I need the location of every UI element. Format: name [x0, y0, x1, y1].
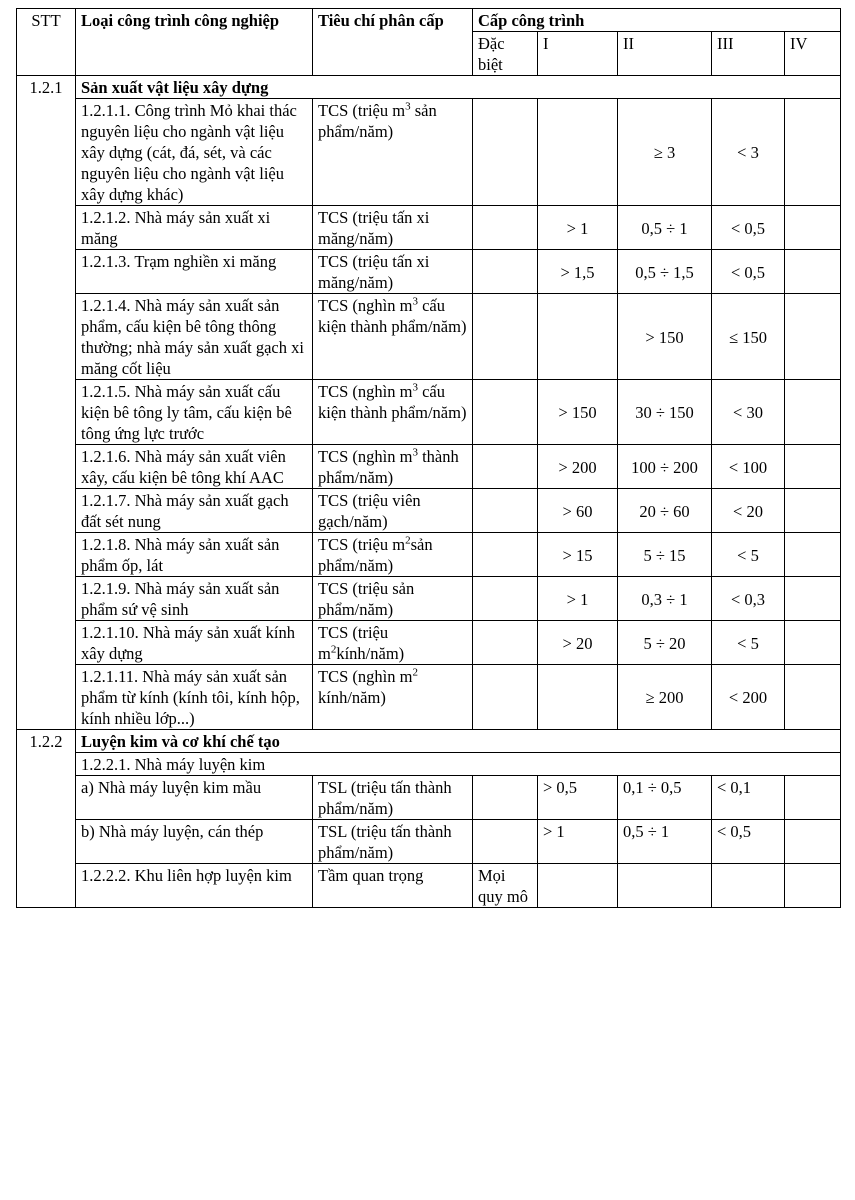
- section-stt: 1.2.2: [17, 730, 76, 908]
- cell-special: [473, 820, 538, 864]
- cell-grade-ii: 0,5 ÷ 1: [618, 206, 712, 250]
- cell-grade-iii: < 0,3: [712, 577, 785, 621]
- cell-grade-iv: [785, 380, 841, 445]
- cell-grade-iii: < 5: [712, 621, 785, 665]
- header-grade: Cấp công trình: [473, 9, 841, 32]
- row-criteria: TCS (triệu viên gạch/năm): [313, 489, 473, 533]
- cell-grade-iii: < 0,1: [712, 776, 785, 820]
- cell-special: [473, 250, 538, 294]
- cell-grade-iv: [785, 489, 841, 533]
- header-grade-ii: II: [618, 32, 712, 76]
- cell-special: [473, 665, 538, 730]
- cell-grade-iv: [785, 621, 841, 665]
- row-criteria: TCS (triệu $m^2sản$ phẩm/năm): [313, 533, 473, 577]
- section-title: Sản xuất vật liệu xây dựng: [76, 76, 841, 99]
- header-grade-iii: III: [712, 32, 785, 76]
- cell-grade-iii: [712, 864, 785, 908]
- subsection-title: 1.2.2.1. Nhà máy luyện kim: [76, 753, 841, 776]
- header-grade-special: Đặc biệt: [473, 32, 538, 76]
- cell-grade-ii: 30 ÷ 150: [618, 380, 712, 445]
- cell-special: [473, 621, 538, 665]
- row-name: a) Nhà máy luyện kim mầu: [76, 776, 313, 820]
- cell-grade-ii: 0,3 ÷ 1: [618, 577, 712, 621]
- table-row: [17, 294, 841, 380]
- table-row: [17, 533, 841, 577]
- row-criteria: TCS (nghìn $m^3$ thành phẩm/năm): [313, 445, 473, 489]
- table-row: [17, 621, 841, 665]
- cell-grade-ii: ≥ 200: [618, 665, 712, 730]
- section-title: Luyện kim và cơ khí chế tạo: [76, 730, 841, 753]
- cell-grade-i: [538, 294, 618, 380]
- header-type: Loại công trình công nghiệp: [76, 9, 313, 76]
- row-name: b) Nhà máy luyện, cán thép: [76, 820, 313, 864]
- row-name: 1.2.1.10. Nhà máy sản xuất kính xây dựng: [76, 621, 313, 665]
- row-criteria: TCS (nghìn $m^3$ cấu kiện thành phẩm/năm): [313, 380, 473, 445]
- table-row: [17, 445, 841, 489]
- cell-grade-i: [538, 864, 618, 908]
- table-row: [17, 380, 841, 445]
- cell-grade-iii: < 5: [712, 533, 785, 577]
- cell-special: Mọi quy mô: [473, 864, 538, 908]
- cell-grade-i: [538, 99, 618, 206]
- cell-grade-i: > 1: [538, 820, 618, 864]
- table-row: [17, 820, 841, 864]
- cell-grade-iii: < 200: [712, 665, 785, 730]
- cell-grade-i: > 150: [538, 380, 618, 445]
- cell-grade-i: > 200: [538, 445, 618, 489]
- cell-special: [473, 99, 538, 206]
- cell-grade-iv: [785, 776, 841, 820]
- row-criteria: Tầm quan trọng: [313, 864, 473, 908]
- row-name: 1.2.1.11. Nhà máy sản xuất sản phẩm từ kính (kính tôi, kính hộp, kính nhiều lớp...): [76, 665, 313, 730]
- cell-special: [473, 489, 538, 533]
- cell-special: [473, 294, 538, 380]
- cell-grade-iv: [785, 665, 841, 730]
- cell-grade-ii: 20 ÷ 60: [618, 489, 712, 533]
- table-row: [17, 206, 841, 250]
- cell-grade-iv: [785, 206, 841, 250]
- row-name: 1.2.1.4. Nhà máy sản xuất sản phẩm, cấu kiện bê tông thông thường; nhà máy sản xuất gạch xi măng cốt liệu: [76, 294, 313, 380]
- cell-grade-ii: 5 ÷ 20: [618, 621, 712, 665]
- cell-special: [473, 445, 538, 489]
- row-name: 1.2.1.6. Nhà máy sản xuất viên xây, cấu kiện bê tông khí AAC: [76, 445, 313, 489]
- row-criteria: TCS (triệu $m^2kính/năm$): [313, 621, 473, 665]
- cell-grade-ii: 0,5 ÷ 1,5: [618, 250, 712, 294]
- cell-grade-ii: ≥ 3: [618, 99, 712, 206]
- cell-special: [473, 533, 538, 577]
- cell-grade-i: > 20: [538, 621, 618, 665]
- cell-grade-i: [538, 665, 618, 730]
- cell-grade-iii: < 0,5: [712, 820, 785, 864]
- table-row: [17, 864, 841, 908]
- cell-grade-iii: < 100: [712, 445, 785, 489]
- row-criteria: TCS (triệu $m^3$ sản phẩm/năm): [313, 99, 473, 206]
- cell-grade-iii: < 0,5: [712, 250, 785, 294]
- cell-grade-i: > 60: [538, 489, 618, 533]
- cell-grade-iii: < 0,5: [712, 206, 785, 250]
- row-name: 1.2.2.2. Khu liên hợp luyện kim: [76, 864, 313, 908]
- cell-grade-iv: [785, 294, 841, 380]
- cell-grade-iv: [785, 533, 841, 577]
- cell-grade-iv: [785, 445, 841, 489]
- table-row: [17, 776, 841, 820]
- table-row: [17, 489, 841, 533]
- table-row: [17, 577, 841, 621]
- cell-grade-iii: < 3: [712, 99, 785, 206]
- cell-grade-ii: > 150: [618, 294, 712, 380]
- section-row: [17, 76, 841, 99]
- classification-table: [16, 8, 841, 908]
- table-row: [17, 250, 841, 294]
- cell-grade-ii: [618, 864, 712, 908]
- cell-grade-iv: [785, 864, 841, 908]
- header-row-1: [17, 9, 841, 32]
- row-criteria: TCS (nghìn $m^2$ kính/năm): [313, 665, 473, 730]
- header-grade-i: I: [538, 32, 618, 76]
- cell-grade-iv: [785, 250, 841, 294]
- cell-grade-ii: 5 ÷ 15: [618, 533, 712, 577]
- header-grade-iv: IV: [785, 32, 841, 76]
- section-stt: 1.2.1: [17, 76, 76, 730]
- cell-grade-iii: < 30: [712, 380, 785, 445]
- row-criteria: TSL (triệu tấn thành phẩm/năm): [313, 820, 473, 864]
- row-criteria: TCS (nghìn $m^3$ cấu kiện thành phẩm/năm): [313, 294, 473, 380]
- row-name: 1.2.1.2. Nhà máy sản xuất xi măng: [76, 206, 313, 250]
- cell-grade-iv: [785, 820, 841, 864]
- cell-special: [473, 776, 538, 820]
- cell-grade-iii: < 20: [712, 489, 785, 533]
- row-name: 1.2.1.3. Trạm nghiền xi măng: [76, 250, 313, 294]
- header-stt: STT: [17, 9, 76, 76]
- cell-special: [473, 380, 538, 445]
- document-page: [16, 8, 840, 908]
- cell-grade-i: > 1,5: [538, 250, 618, 294]
- cell-grade-ii: 0,1 ÷ 0,5: [618, 776, 712, 820]
- table-row: [17, 665, 841, 730]
- row-criteria: TSL (triệu tấn thành phẩm/năm): [313, 776, 473, 820]
- row-name: 1.2.1.9. Nhà máy sản xuất sản phẩm sứ vệ sinh: [76, 577, 313, 621]
- table-row: [17, 99, 841, 206]
- row-criteria: TCS (triệu sản phẩm/năm): [313, 577, 473, 621]
- cell-grade-i: > 1: [538, 206, 618, 250]
- row-criteria: TCS (triệu tấn xi măng/năm): [313, 206, 473, 250]
- section-row: [17, 730, 841, 753]
- cell-grade-iii: ≤ 150: [712, 294, 785, 380]
- cell-special: [473, 577, 538, 621]
- cell-grade-i: > 1: [538, 577, 618, 621]
- cell-grade-i: > 15: [538, 533, 618, 577]
- cell-grade-ii: 100 ÷ 200: [618, 445, 712, 489]
- subsection-row: [17, 753, 841, 776]
- row-name: 1.2.1.1. Công trình Mỏ khai thác nguyên liệu cho ngành vật liệu xây dựng (cát, đá, sét, và các nguyên liệu cho ngành vật liệu xây dựng khác): [76, 99, 313, 206]
- cell-grade-iv: [785, 577, 841, 621]
- row-name: 1.2.1.5. Nhà máy sản xuất cấu kiện bê tông ly tâm, cấu kiện bê tông ứng lực trước: [76, 380, 313, 445]
- cell-grade-ii: 0,5 ÷ 1: [618, 820, 712, 864]
- row-criteria: TCS (triệu tấn xi măng/năm): [313, 250, 473, 294]
- cell-special: [473, 206, 538, 250]
- row-name: 1.2.1.7. Nhà máy sản xuất gạch đất sét nung: [76, 489, 313, 533]
- header-criteria: Tiêu chí phân cấp: [313, 9, 473, 76]
- cell-grade-i: > 0,5: [538, 776, 618, 820]
- row-name: 1.2.1.8. Nhà máy sản xuất sản phẩm ốp, lát: [76, 533, 313, 577]
- cell-grade-iv: [785, 99, 841, 206]
